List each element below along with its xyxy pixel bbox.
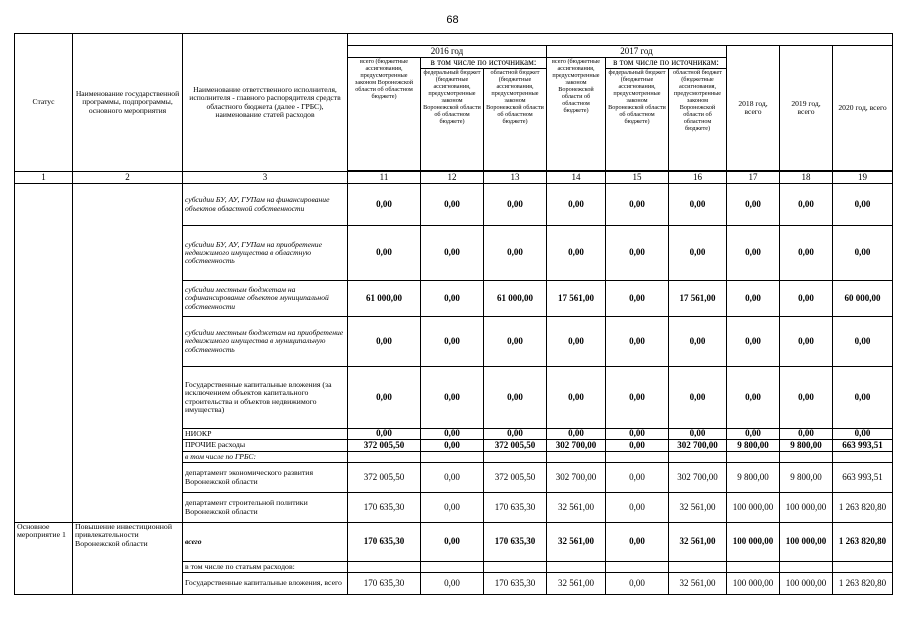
col-num: 1 [15,172,73,184]
value-cell: 0,00 [780,184,833,226]
value-cell: 0,00 [833,429,893,440]
value-cell: 0,00 [547,317,606,367]
value-cell: 0,00 [606,523,669,562]
value-cell: 32 561,00 [547,523,606,562]
value-cell [833,562,893,573]
value-cell: 663 993,51 [833,440,893,452]
col-num: 11 [348,172,421,184]
value-cell: 100 000,00 [727,573,780,595]
value-cell: 0,00 [421,523,484,562]
value-cell: 32 561,00 [547,493,606,523]
value-cell: 170 635,30 [348,493,421,523]
value-cell: 0,00 [727,317,780,367]
value-cell: 0,00 [348,429,421,440]
value-cell: 9 800,00 [727,440,780,452]
value-cell [421,452,484,463]
value-cell: 0,00 [484,184,547,226]
value-cell [669,452,727,463]
value-cell: 372 005,50 [348,440,421,452]
value-cell: 9 800,00 [780,463,833,493]
value-cell: 32 561,00 [669,573,727,595]
row-label: в том числе по статьям расходов: [183,562,348,573]
value-cell: 0,00 [606,184,669,226]
value-cell: 61 000,00 [348,281,421,317]
value-cell: 302 700,00 [669,440,727,452]
col-num: 12 [421,172,484,184]
value-cell: 17 561,00 [669,281,727,317]
header-executor: Наименование ответственного исполнителя, исполнителя - главного распорядителя средств областного бюджета (далее - ГРБС), наименование статей расходов [183,34,348,172]
value-cell: 0,00 [484,429,547,440]
value-cell: 0,00 [484,317,547,367]
value-cell: 0,00 [421,463,484,493]
value-cell: 170 635,30 [484,573,547,595]
value-cell: 663 993,51 [833,463,893,493]
header-top-blank [348,34,893,46]
value-cell [833,452,893,463]
value-cell [348,562,421,573]
value-cell: 0,00 [780,429,833,440]
row-label: субсидии БУ, АУ, ГУПам на финансирование объектов областной собственности [183,184,348,226]
table-body [15,184,893,595]
value-cell [727,562,780,573]
value-cell [348,452,421,463]
value-cell [421,562,484,573]
value-cell: 1 263 820,80 [833,523,893,562]
value-cell: 302 700,00 [669,463,727,493]
budget-table [14,33,893,595]
value-cell: 0,00 [421,184,484,226]
value-cell: 1 263 820,80 [833,573,893,595]
value-cell: 100 000,00 [727,493,780,523]
value-cell: 0,00 [606,367,669,429]
value-cell: 0,00 [606,573,669,595]
value-cell [484,562,547,573]
page-number: 68 [446,14,459,26]
col-num: 19 [833,172,893,184]
value-cell: 0,00 [780,367,833,429]
value-cell: 372 005,50 [348,463,421,493]
header-regional-2016: областной бюджет (бюджетные ассигнования, предусмотренные законом Воронежской области об областном бюджете) [484,69,547,171]
row-label: департамент экономического развития Воронежской области [183,463,348,493]
value-cell: 17 561,00 [547,281,606,317]
value-cell: 0,00 [780,281,833,317]
header-total-2016: всего (бюджетные ассигнования, предусмотренные законом Воронежской области об областном бюджете) [348,58,421,171]
value-cell: 0,00 [348,226,421,281]
header-program-name: Наименование государственной программы, подпрограммы, основного мероприятия [73,34,183,172]
value-cell: 170 635,30 [348,573,421,595]
col-num: 3 [183,172,348,184]
value-cell: 100 000,00 [780,523,833,562]
header-spacer-row [15,34,893,46]
header-federal-2016: федеральный бюджет (бюджетные ассигнования, предусмотренные законом Воронежской области об областном бюджете) [421,69,484,171]
row-label: Государственные капитальные вложения, всего [183,573,348,595]
header-federal-2017: федеральный бюджет (бюджетные ассигнования, предусмотренные законом Воронежской области об областном бюджете) [606,69,669,171]
value-cell: 0,00 [421,317,484,367]
value-cell: 0,00 [484,367,547,429]
col-num: 2 [73,172,183,184]
value-cell: 0,00 [780,226,833,281]
value-cell: 0,00 [606,226,669,281]
col-num: 13 [484,172,547,184]
value-cell: 0,00 [833,367,893,429]
row-label: всего [183,523,348,562]
value-cell: 0,00 [547,429,606,440]
value-cell: 170 635,30 [484,493,547,523]
value-cell: 0,00 [727,367,780,429]
value-cell: 302 700,00 [547,463,606,493]
value-cell: 100 000,00 [727,523,780,562]
value-cell [547,562,606,573]
value-cell: 32 561,00 [547,573,606,595]
value-cell: 0,00 [547,226,606,281]
value-cell: 0,00 [348,184,421,226]
value-cell: 0,00 [421,367,484,429]
col-num: 18 [780,172,833,184]
value-cell: 302 700,00 [547,440,606,452]
value-cell [547,452,606,463]
header-total-2017: всего (бюджетные ассигнования, предусмотренные законом Воронежской области об областном бюджете) [547,58,606,171]
value-cell: 0,00 [669,317,727,367]
col-num: 14 [547,172,606,184]
value-cell: 0,00 [669,184,727,226]
row-label: ПРОЧИЕ расходы [183,440,348,452]
table-row [15,523,893,562]
value-cell: 9 800,00 [780,440,833,452]
value-cell: 0,00 [669,367,727,429]
value-cell: 0,00 [421,281,484,317]
value-cell: 1 263 820,80 [833,493,893,523]
value-cell: 0,00 [547,367,606,429]
value-cell: 61 000,00 [484,281,547,317]
value-cell: 0,00 [606,281,669,317]
table-row [15,184,893,226]
value-cell [780,452,833,463]
value-cell: 0,00 [669,429,727,440]
value-cell [606,452,669,463]
header-regional-2017: областной бюджет (бюджетные ассигнования, предусмотренные законом Воронежской области об областном бюджете) [669,69,727,171]
row-label: в том числе по ГРБС: [183,452,348,463]
value-cell: 100 000,00 [780,493,833,523]
value-cell [606,562,669,573]
value-cell: 60 000,00 [833,281,893,317]
value-cell [727,452,780,463]
value-cell: 32 561,00 [669,523,727,562]
value-cell: 9 800,00 [727,463,780,493]
value-cell: 0,00 [606,429,669,440]
row-label: субсидии местным бюджетам на приобретение недвижимого имущества в муниципальную собственность [183,317,348,367]
header-year-2016: 2016 год [348,46,547,58]
value-cell: 0,00 [727,281,780,317]
value-cell: 0,00 [606,317,669,367]
value-cell: 0,00 [547,184,606,226]
value-cell: 170 635,30 [348,523,421,562]
program-cell [73,184,183,523]
value-cell: 0,00 [421,440,484,452]
value-cell: 0,00 [421,226,484,281]
row-label: субсидии БУ, АУ, ГУПам на приобретение недвижимого имущества в областную собственность [183,226,348,281]
col-num: 17 [727,172,780,184]
header-sources-2016: в том числе по источникам: [421,58,547,69]
status-cell [15,184,73,523]
value-cell [484,452,547,463]
value-cell: 0,00 [727,226,780,281]
col-num: 16 [669,172,727,184]
value-cell [669,562,727,573]
header-sources-2017: в том числе по источникам: [606,58,727,69]
value-cell: 0,00 [421,493,484,523]
value-cell: 0,00 [484,226,547,281]
value-cell: 0,00 [421,573,484,595]
value-cell: 0,00 [833,226,893,281]
row-label: Государственные капитальные вложения (за исключением объектов капитального строительства и объектов недвижимого имущества) [183,367,348,429]
header-year-2017: 2017 год [547,46,727,58]
value-cell: 0,00 [606,463,669,493]
status-cell: Основное мероприятие 1 [15,523,73,595]
value-cell: 0,00 [606,440,669,452]
value-cell: 0,00 [348,367,421,429]
row-label: субсидии местным бюджетам на софинансирование объектов муниципальной собственности [183,281,348,317]
col-num: 15 [606,172,669,184]
header-2018: 2018 год, всего [727,46,780,171]
value-cell: 0,00 [727,184,780,226]
value-cell: 0,00 [669,226,727,281]
row-label: департамент строительной политики Воронежской области [183,493,348,523]
value-cell: 372 005,50 [484,440,547,452]
program-cell: Повышение инвестиционной привлекательности Воронежской области [73,523,183,595]
row-label: НИОКР [183,429,348,440]
value-cell: 32 561,00 [669,493,727,523]
header-2019: 2019 год, всего [780,46,833,171]
value-cell: 0,00 [348,317,421,367]
value-cell: 0,00 [606,493,669,523]
value-cell: 0,00 [780,317,833,367]
value-cell [780,562,833,573]
value-cell: 170 635,30 [484,523,547,562]
column-number-row [15,172,893,184]
value-cell: 0,00 [421,429,484,440]
header-2020: 2020 год, всего [833,46,893,171]
value-cell: 0,00 [833,317,893,367]
value-cell: 372 005,50 [484,463,547,493]
value-cell: 100 000,00 [780,573,833,595]
value-cell: 0,00 [727,429,780,440]
value-cell: 0,00 [833,184,893,226]
header-status: Статус [15,34,73,172]
